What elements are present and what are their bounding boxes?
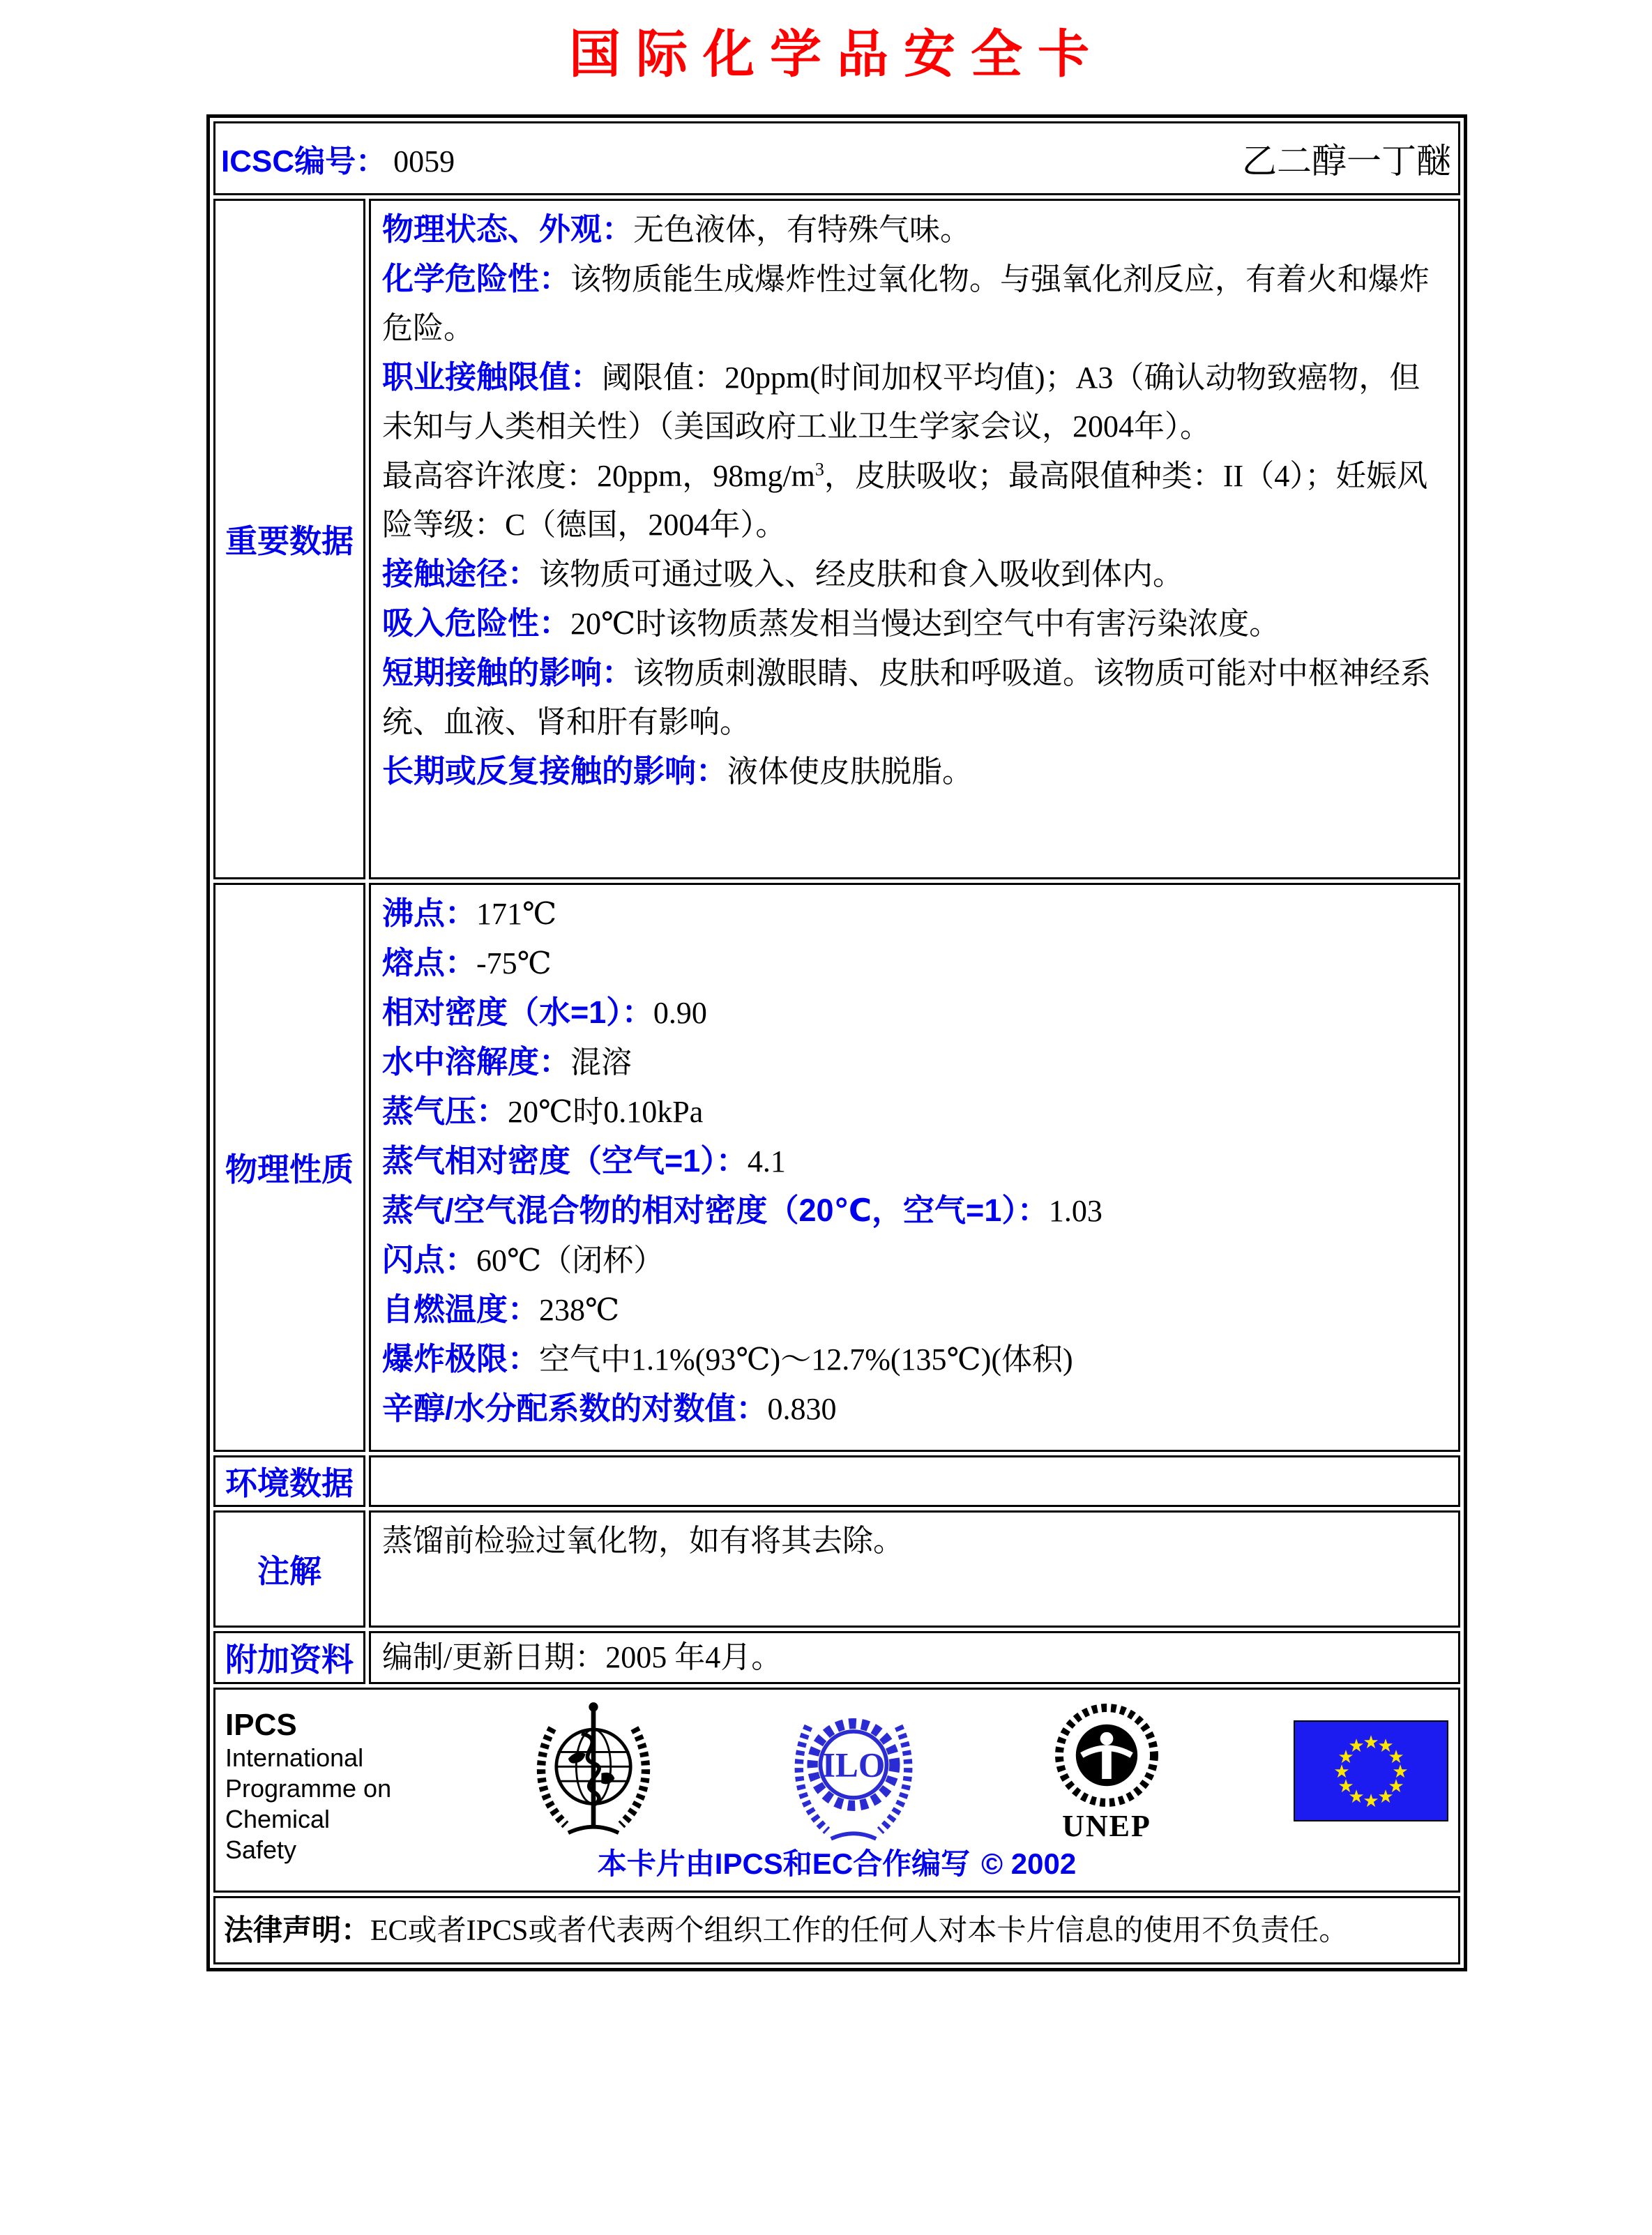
page-title: 国际化学品安全卡	[569, 26, 1105, 84]
important-item: 短期接触的影响：该物质刺激眼睛、皮肤和呼吸道。该物质可能对中枢神经系统、血液、肾和肝有影响。	[382, 655, 1432, 739]
physical-property: 自燃温度：238℃	[382, 1291, 620, 1327]
unep-word: UNEP	[1062, 1809, 1151, 1843]
important-item: 吸入危险性：20℃时该物质蒸发相当慢达到空气中有害污染浓度。	[382, 605, 1280, 641]
important-item: 化学危险性：该物质能生成爆炸性过氧化物。与强氧化剂反应，有着火和爆炸危险。	[382, 261, 1430, 345]
section-label-notes: 注解	[213, 1510, 365, 1628]
icsc-number-label: ICSC编号：	[221, 144, 387, 179]
important-data-content	[369, 199, 1460, 879]
svg-text:★: ★	[1363, 1790, 1379, 1812]
eu-flag-icon	[1294, 1720, 1448, 1821]
ipcs-acronym: IPCS	[225, 1708, 297, 1742]
section-label-environment: 环境数据	[213, 1455, 365, 1507]
legal-cell	[213, 1896, 1460, 1964]
section-label-important: 重要数据	[213, 199, 365, 879]
logos-row	[213, 1688, 1460, 1893]
ipcs-line-3: Chemical Safety	[225, 1805, 331, 1864]
footer-caption	[225, 1847, 1448, 1881]
physical-property: 爆炸极限：空气中1.1%(93℃)～12.7%(135℃)(体积)	[382, 1341, 1073, 1377]
icsc-number-value: 0059	[393, 144, 455, 179]
caption-text: 本卡片由IPCS和EC合作编写	[597, 1847, 971, 1880]
svg-text:★: ★	[1377, 1786, 1394, 1808]
header-row	[213, 121, 1460, 195]
caption-copyright: © 2002	[981, 1847, 1077, 1880]
svg-text:★: ★	[1388, 1746, 1404, 1768]
physical-property: 蒸气相对密度（空气=1）：4.1	[382, 1143, 786, 1179]
ipcs-line-2: Programme on	[225, 1774, 392, 1803]
legal-label: 法律声明：	[224, 1913, 371, 1946]
important-item: 职业接触限值：阈限值：20ppm(时间加权平均值)；A3（确认动物致癌物，但未知与人类相关性）（美国政府工业卫生学家会议，2004年）。	[382, 359, 1420, 444]
physical-property: 相对密度（水=1）：0.90	[382, 994, 707, 1030]
physical-property: 蒸气压：20℃时0.10kPa	[382, 1093, 704, 1129]
important-data-row	[213, 199, 1460, 879]
important-item: 物理状态、外观：无色液体，有特殊气味。	[382, 211, 971, 247]
svg-text:★: ★	[1363, 1732, 1379, 1753]
svg-text:★: ★	[1337, 1746, 1354, 1768]
notes-row	[213, 1510, 1460, 1628]
svg-text:★: ★	[1392, 1761, 1409, 1782]
chemical-name: 乙二醇一丁醚	[1242, 142, 1451, 181]
svg-text:★: ★	[1337, 1775, 1354, 1797]
ilo-letters: ILO	[821, 1745, 886, 1785]
unep-logo-icon	[1047, 1699, 1166, 1842]
ipcs-text-block	[225, 1697, 400, 1865]
physical-property: 蒸气/空气混合物的相对密度（20℃，空气=1）：1.03	[382, 1192, 1102, 1228]
svg-text:★: ★	[1348, 1735, 1365, 1757]
physical-property: 辛醇/水分配系数的对数值：0.830	[382, 1391, 837, 1426]
physical-property: 水中溶解度：混溶	[382, 1044, 632, 1079]
notes-content	[369, 1510, 1460, 1628]
physical-properties-content	[369, 883, 1460, 1452]
logos-cell	[213, 1688, 1460, 1893]
legal-row	[213, 1896, 1460, 1964]
section-label-additional: 附加资料	[213, 1631, 365, 1684]
card-table	[206, 114, 1467, 1971]
ilo-logo-icon	[787, 1697, 920, 1844]
legal-text: EC或者IPCS或者代表两个组织工作的任何人对本卡片信息的使用不负责任。	[370, 1914, 1349, 1947]
icsc-number-group	[221, 136, 455, 181]
svg-text:★: ★	[1333, 1761, 1350, 1782]
notes-text: 蒸馏前检验过氧化物，如有将其去除。	[382, 1524, 904, 1558]
additional-info-content	[369, 1631, 1460, 1684]
important-item: 接触途径：该物质可通过吸入、经皮肤和食入吸收到体内。	[382, 556, 1184, 591]
additional-info-text: 编制/更新日期：2005 年4月。	[382, 1640, 782, 1674]
ipcs-line-1: International	[225, 1743, 364, 1772]
svg-text:★: ★	[1348, 1786, 1365, 1808]
header-cell	[213, 121, 1460, 195]
environment-row	[213, 1455, 1460, 1507]
physical-property: 熔点：-75℃	[382, 945, 552, 980]
svg-text:★: ★	[1377, 1735, 1394, 1757]
section-label-physical: 物理性质	[213, 883, 365, 1452]
who-logo-icon	[527, 1693, 660, 1848]
physical-properties-row	[213, 883, 1460, 1452]
svg-text:★: ★	[1388, 1775, 1404, 1797]
physical-property: 沸点：171℃	[382, 895, 557, 931]
important-item: 长期或反复接触的影响：液体使皮肤脱脂。	[382, 753, 973, 789]
additional-info-row	[213, 1631, 1460, 1684]
physical-property: 闪点：60℃（闭杯）	[382, 1242, 665, 1278]
important-item: 最高容许浓度：20ppm，$98mg/m^3$，皮肤吸收；最高限值种类：II（4）；妊娠风险等级：C（德国，2004年）。	[382, 459, 1428, 542]
environment-content	[369, 1455, 1460, 1507]
